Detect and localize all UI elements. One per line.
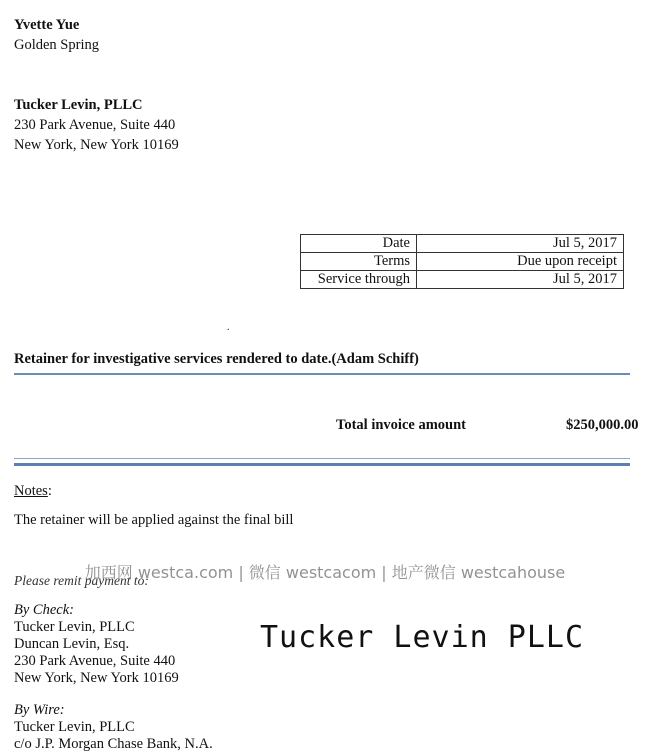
sender-name: Yvette Yue [14, 17, 80, 33]
recipient-name: Tucker Levin, PLLC [14, 97, 143, 113]
check-line: New York, New York 10169 [14, 670, 179, 686]
total-amount: $250,000.00 [566, 417, 639, 433]
divider [14, 373, 630, 375]
recipient-address-line-2: New York, New York 10169 [14, 137, 179, 153]
by-check-label: By Check: [14, 602, 74, 618]
check-line: Duncan Levin, Esq. [14, 636, 130, 652]
notes-text: The retainer will be applied against the final bill [14, 512, 294, 528]
by-wire-label: By Wire: [14, 702, 65, 718]
table-row [301, 271, 624, 289]
divider [14, 458, 630, 459]
total-label: Total invoice amount [336, 417, 466, 433]
table-row [301, 235, 624, 253]
service-description: Retainer for investigative services rendered to date.(Adam Schiff) [14, 351, 419, 367]
date-value: Jul 5, 2017 [417, 235, 624, 253]
stray-dot: . [227, 322, 230, 333]
terms-label: Terms [301, 253, 417, 271]
wire-line: Tucker Levin, PLLC [14, 719, 135, 735]
wire-line: c/o J.P. Morgan Chase Bank, N.A. [14, 736, 213, 752]
by-check-block [14, 602, 179, 687]
sender-company: Golden Spring [14, 37, 99, 53]
table-row [301, 253, 624, 271]
by-wire-block [14, 702, 213, 753]
remit-label: Please remit payment to: [14, 573, 149, 588]
notes-label: Notes [14, 483, 48, 499]
notes-colon: : [47, 483, 52, 499]
check-line: 230 Park Avenue, Suite 440 [14, 653, 176, 669]
recipient-block [14, 95, 179, 155]
terms-value: Due upon receipt [417, 253, 624, 271]
check-line: Tucker Levin, PLLC [14, 619, 135, 635]
service-through-label: Service through [301, 271, 417, 289]
date-label: Date [301, 235, 417, 253]
divider [14, 463, 630, 466]
notes-heading [14, 483, 52, 500]
recipient-address-line-1: 230 Park Avenue, Suite 440 [14, 117, 176, 133]
invoice-info-table [300, 234, 624, 289]
watermark: 加西网 westca.com | 微信 westcacom | 地产微信 westcahouse [84, 563, 566, 582]
service-through-value: Jul 5, 2017 [417, 271, 624, 289]
sender-block [14, 15, 99, 55]
stamp-text: Tucker Levin PLLC [260, 620, 585, 655]
